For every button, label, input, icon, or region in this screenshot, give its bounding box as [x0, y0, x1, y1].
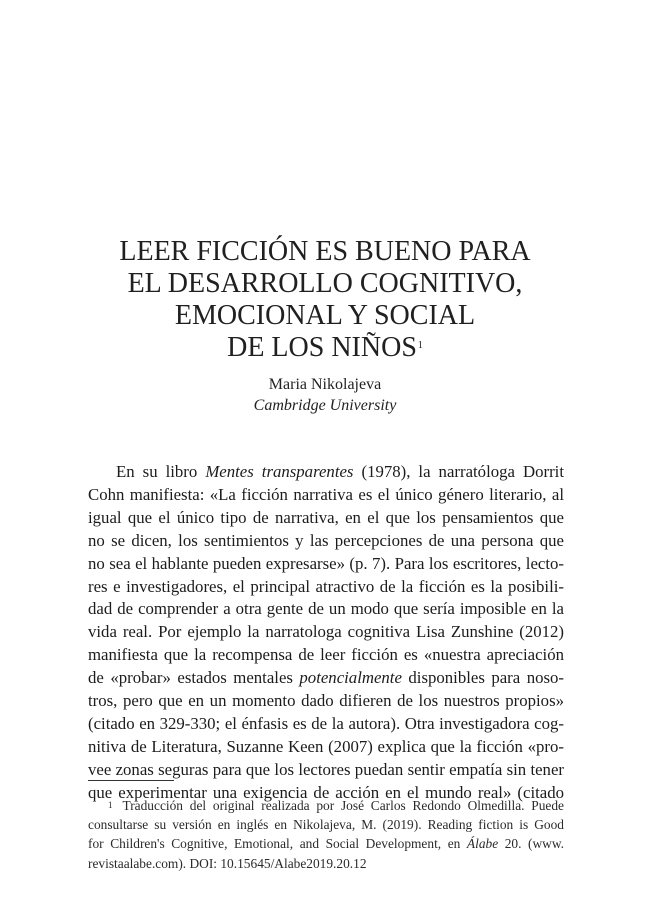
text-run: disponibles para noso-: [401, 668, 564, 688]
body-line: res e investigadores, el principal atractivo de la ficción es la posibili-: [88, 576, 564, 596]
article-title: [60, 236, 590, 364]
italic-journal-title: Álabe: [466, 836, 499, 852]
title-line: [60, 332, 590, 364]
body-line: (citado en 329-330; el énfasis es de la autora). Otra investigadora cog-: [88, 713, 564, 733]
body-line: igual que el único tipo de narrativa, en el que los pensamientos que: [88, 507, 564, 527]
body-line: tros, pero que en un momento dado difieren de los nuestros propios»: [88, 691, 564, 711]
footnote: [88, 796, 564, 873]
body-line: vee zonas seguras para que los lectores puedan sentir empatía sin tener: [88, 759, 564, 779]
footnote-marker: 1: [108, 800, 113, 810]
title-line: EMOCIONAL Y SOCIAL: [174, 300, 476, 331]
body-line: vida real. Por ejemplo la narratologa cognitiva Lisa Zunshine (2012): [88, 622, 564, 642]
body-line: [88, 461, 564, 484]
text-run: for Children's Cognitive, Emotional, and Social Development, en: [88, 836, 467, 852]
text-run: En su libro: [116, 462, 206, 481]
footnote-line: [88, 834, 564, 853]
italic-book-title: Mentes transparentes: [205, 462, 354, 481]
footnote-separator: [88, 780, 174, 781]
title-line-text: DE LOS NIÑOS: [227, 332, 417, 363]
footnote-line: revistaalabe.com). DOI: 10.15645/Alabe2019.20.12: [88, 855, 367, 871]
body-line: dad de comprender a otra gente de un modo que sería imposible en la: [88, 599, 564, 619]
title-line: EL DESARROLLO COGNITIVO,: [127, 268, 523, 299]
body-line: Cohn manifiesta: «La ficción narrativa es el único género literario, al: [88, 484, 564, 504]
italic-emphasis: potencialmente: [299, 668, 402, 688]
text-run: 20. (www.: [498, 836, 564, 852]
body-line: no sea el hablante pueden expresarse» (p. 7). Para los escritores, lecto-: [88, 553, 564, 573]
footnote-reference[interactable]: 1: [417, 340, 423, 351]
body-line: no se dicen, los sentimientos y las percepciones de una persona que: [88, 530, 564, 550]
body-line: manifiesta que la recompensa de leer ficción es «nuestra apreciación: [88, 645, 564, 665]
body-paragraph: [88, 461, 564, 805]
footnote-line: consultarse su versión en inglés en Nikolajeva, M. (2019). Reading fiction is Good: [88, 817, 564, 833]
body-line: nitiva de Literatura, Suzanne Keen (2007) explica que la ficción «pro-: [88, 736, 564, 756]
author-affiliation: Cambridge University: [253, 397, 397, 414]
author-name: Maria Nikolajeva: [268, 376, 382, 393]
footnote-line: [88, 796, 564, 815]
text-run: Traducción del original realizada por José Carlos Redondo Olmedilla. Puede: [122, 798, 564, 813]
title-line: LEER FICCIÓN ES BUENO PARA: [119, 236, 531, 267]
body-line: [88, 667, 564, 690]
body-line: que experimentar una exigencia de acción en el mundo real» (citado: [88, 782, 564, 802]
text-run: de «probar» estados mentales: [88, 668, 300, 688]
text-run: (1978), la narratóloga Dorrit: [353, 462, 564, 481]
